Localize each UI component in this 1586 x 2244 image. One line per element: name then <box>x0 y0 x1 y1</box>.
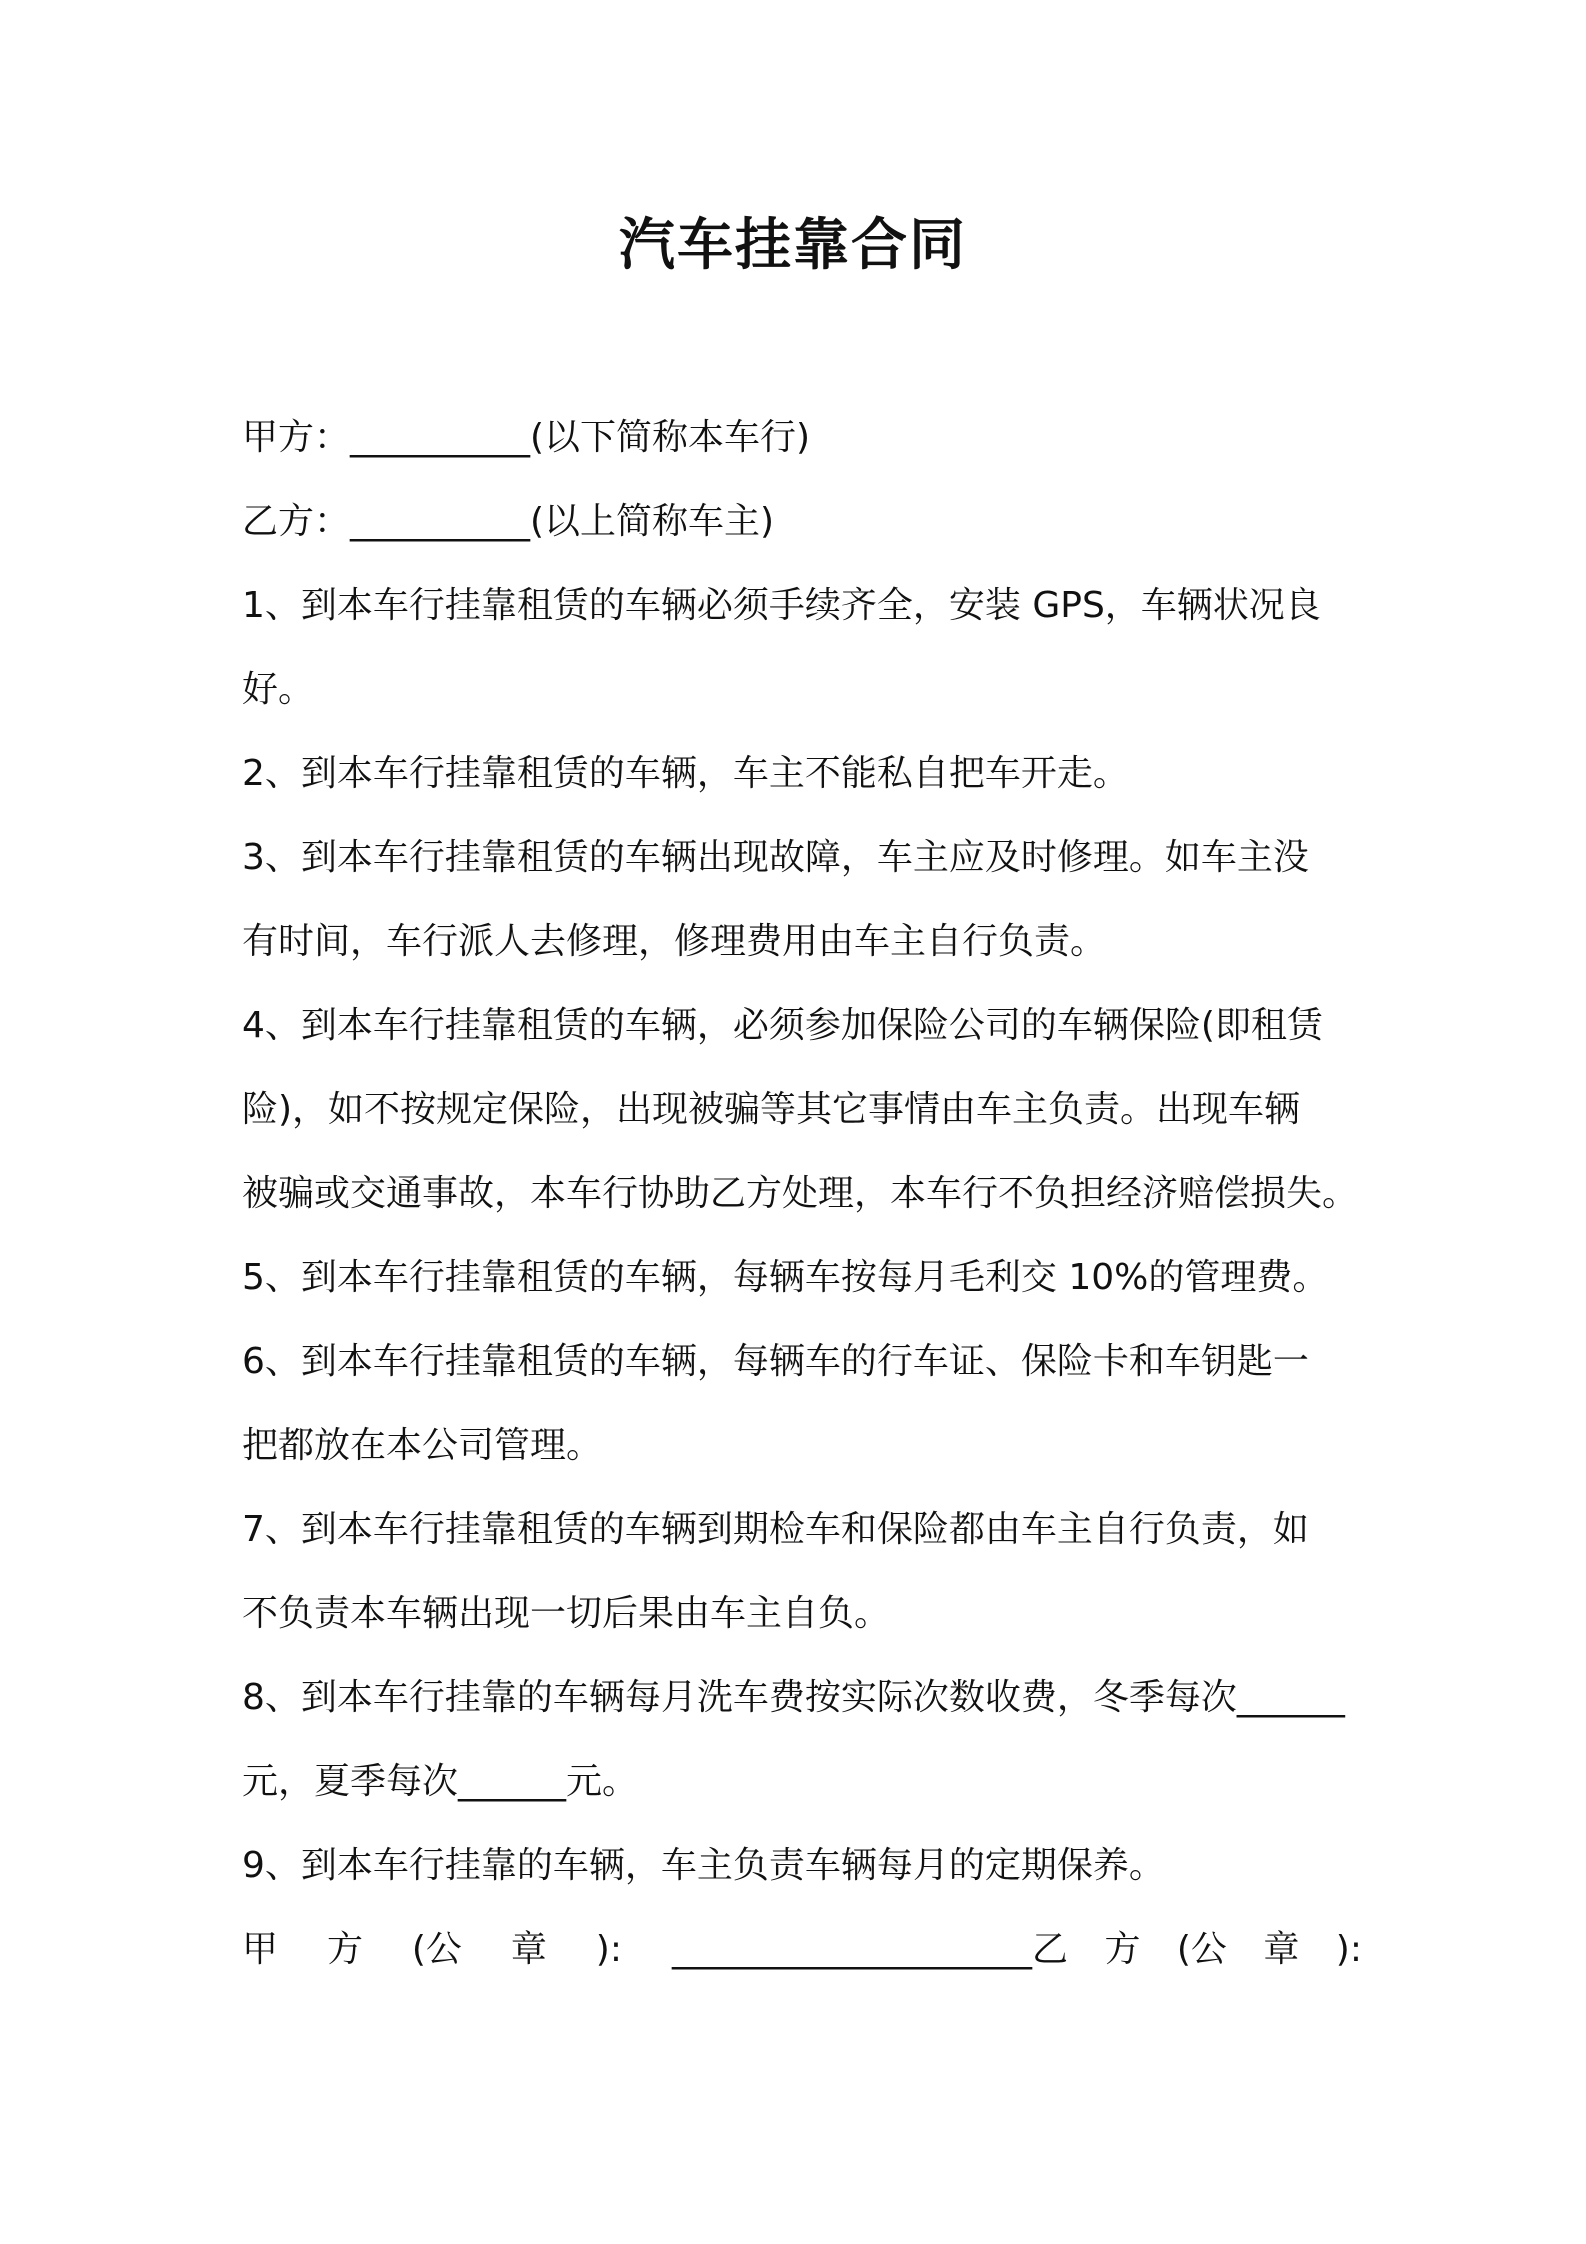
contract-body <box>242 396 1362 1992</box>
party-a-seal-char: 方 <box>326 1929 363 1970</box>
clause-6-line-2: 把都放在本公司管理。 <box>242 1425 603 1466</box>
signature-blank: ____________________ <box>672 1929 1032 1970</box>
party-a-seal-char: (公 <box>411 1929 462 1970</box>
clause-6-line-1: 6、到本车行挂靠租赁的车辆，每辆车的行车证、保险卡和车钥匙一 <box>242 1341 1309 1382</box>
clause-4-line-1: 4、到本车行挂靠租赁的车辆，必须参加保险公司的车辆保险(即租赁 <box>242 1005 1323 1046</box>
clause-3-line-1: 3、到本车行挂靠租赁的车辆出现故障，车主应及时修理。如车主没 <box>242 837 1309 878</box>
party-b-seal-label <box>1032 1908 1362 1992</box>
clause-8-line-1: 8、到本车行挂靠的车辆每月洗车费按实际次数收费，冬季每次______ <box>242 1677 1345 1718</box>
clause-8-line-2: 元，夏季每次______元。 <box>242 1761 639 1802</box>
signature-row <box>242 1908 1362 1992</box>
clause-3-line-2: 有时间，车行派人去修理，修理费用由车主自行负责。 <box>242 921 1107 962</box>
clause-4-line-3: 被骗或交通事故，本车行协助乙方处理，本车行不负担经济赔偿损失。 <box>242 1173 1359 1214</box>
party-b-line: 乙方：__________(以上简称车主) <box>242 501 775 542</box>
clause-4-line-2: 险)，如不按规定保险，出现被骗等其它事情由车主负责。出现车辆 <box>242 1089 1301 1130</box>
party-a-seal-char: 章 <box>510 1929 547 1970</box>
party-a-seal-label <box>242 1908 622 1992</box>
party-a-seal-char: 甲 <box>242 1929 279 1970</box>
clause-5-line-1: 5、到本车行挂靠租赁的车辆，每辆车按每月毛利交 10%的管理费。 <box>242 1257 1329 1298</box>
party-b-seal-char: 乙 <box>1032 1929 1069 1970</box>
clause-7-line-1: 7、到本车行挂靠租赁的车辆到期检车和保险都由车主自行负责，如 <box>242 1509 1309 1550</box>
party-a-line: 甲方：__________(以下简称本车行) <box>242 417 811 458</box>
party-a-seal-char: ): <box>595 1929 622 1970</box>
clause-1-line-2: 好。 <box>242 669 315 710</box>
party-b-seal-char: (公 <box>1176 1929 1227 1970</box>
clause-1-line-1: 1、到本车行挂靠租赁的车辆必须手续齐全，安装 GPS，车辆状况良 <box>242 585 1321 626</box>
clause-2-line-1: 2、到本车行挂靠租赁的车辆，车主不能私自把车开走。 <box>242 753 1129 794</box>
party-b-seal-char: ): <box>1335 1929 1362 1970</box>
document-title: 汽车挂靠合同 <box>619 213 967 278</box>
clause-7-line-2: 不负责本车辆出现一切后果由车主自负。 <box>242 1593 891 1634</box>
party-b-seal-char: 章 <box>1263 1929 1300 1970</box>
clause-9-line-1: 9、到本车行挂靠的车辆，车主负责车辆每月的定期保养。 <box>242 1845 1165 1886</box>
party-b-seal-char: 方 <box>1104 1929 1141 1970</box>
